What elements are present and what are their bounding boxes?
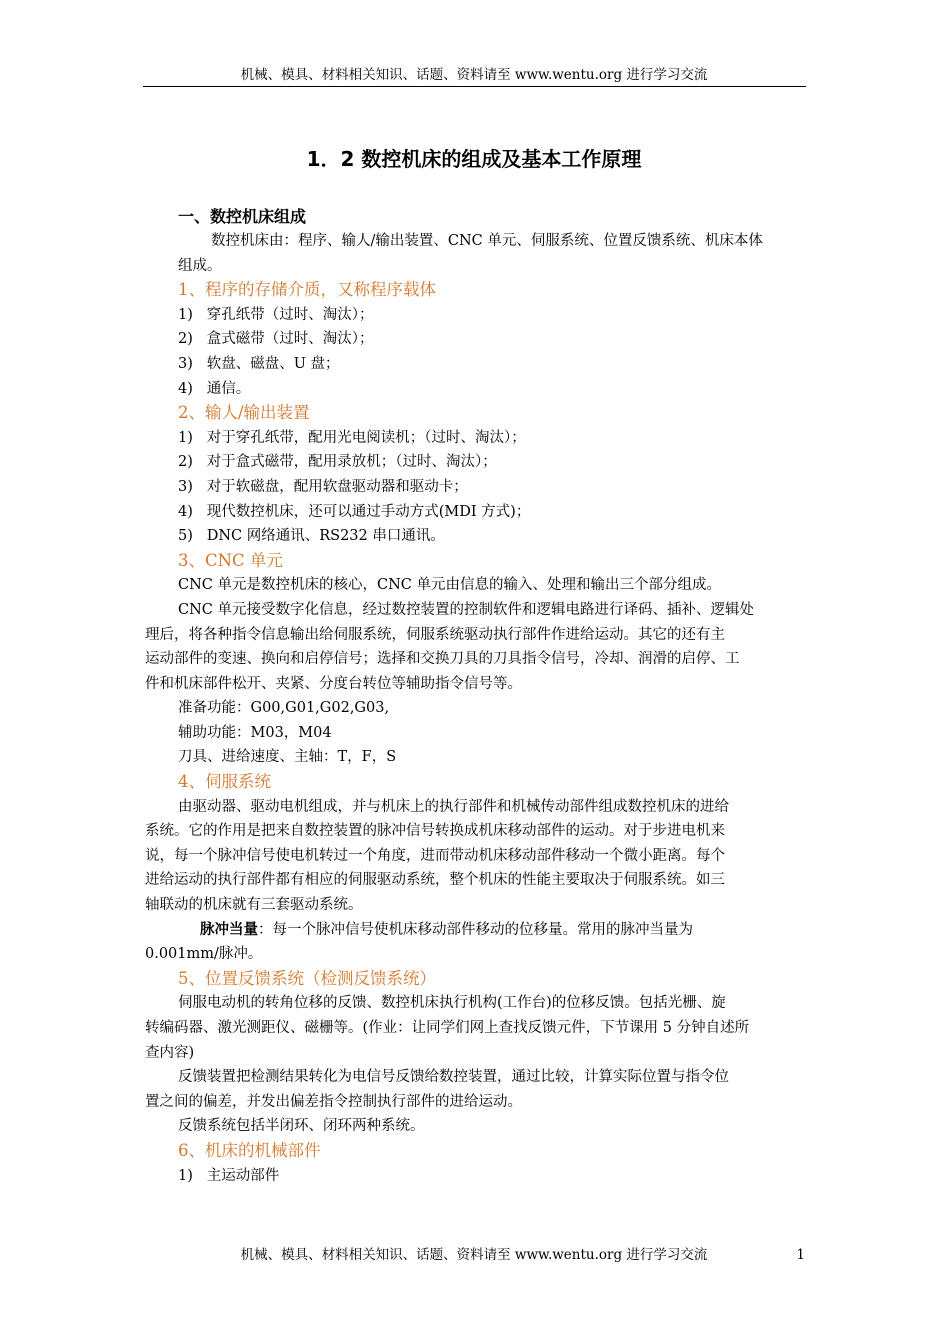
subheading-mechanical-parts: 6、机床的机械部件 [178,1140,321,1160]
intro-paragraph-line: 组成。 [178,257,222,274]
pulse-equivalent-line [178,918,808,943]
list-item: 3) 对于软磁盘，配用软盘驱动器和驱动卡； [178,478,468,495]
paragraph-line: 反馈装置把检测结果转化为电信号反馈给数控装置，通过比较，计算实际位置与指令位 [178,1069,729,1086]
subheading-storage-media: 1、程序的存储介质，又称程序载体 [178,280,436,300]
paragraph-line: 理后，将各种指令信息输出给伺服系统，伺服系统驱动执行部件作进给运动。其它的还有主 [145,626,725,643]
list-item: 3) 软盘、磁盘、U 盘； [178,355,340,372]
list-item: 2) 盒式磁带（过时、淘汰）； [178,331,374,348]
paragraph-line: 0.001mm/脉冲。 [145,946,263,963]
paragraph-line: 伺服电动机的转角位移的反馈、数控机床执行机构(工作台)的位移反馈。包括光栅、旋 [178,995,726,1012]
page-header: 机械、模具、材料相关知识、话题、资料请至 www.wentu.org 进行学习交流 [240,67,708,83]
paragraph-line: 转编码器、激光测距仪、磁栅等。(作业：让同学们网上查找反馈元件，下节课用 5 分钟自述所 [145,1020,750,1036]
paragraph-line: 查内容) [145,1044,195,1061]
subheading-servo-system: 4、伺服系统 [178,772,271,792]
list-item: 2) 对于盒式磁带，配用录放机；（过时、淘汰）； [178,454,497,471]
pulse-equivalent-definition: ：每一个脉冲信号使机床移动部件移动的位移量。常用的脉冲当量为 [258,921,693,938]
paragraph-line: CNC 单元接受数字化信息，经过数控装置的控制软件和逻辑电路进行译码、插补、逻辑处 [178,601,754,618]
paragraph-line: 进给运动的执行部件都有相应的伺服驱动系统，整个机床的性能主要取决于伺服系统。如三 [145,872,725,889]
paragraph-line: 说，每一个脉冲信号使电机转过一个角度，进而带动机床移动部件移动一个微小距离。每个 [145,847,725,864]
list-item: 1) 穿孔纸带（过时、淘汰）； [178,306,374,323]
page-number: 1 [796,1247,805,1263]
footer-text: 机械、模具、材料相关知识、话题、资料请至 www.wentu.org 进行学习交流 [240,1247,708,1263]
aux-function-line: 辅助功能：M03，M04 [178,724,332,741]
subheading-io-device: 2、输人/输出装置 [178,403,310,423]
document-body [145,205,808,1188]
intro-paragraph-line: 数控机床由：程序、输人/输出装置、CNC 单元、伺服系统、位置反馈系统、机床本体 [211,233,763,249]
pulse-equivalent-term: 脉冲当量 [200,920,258,938]
paragraph-line: 反馈系统包括半闭环、闭环两种系统。 [178,1118,425,1135]
tool-function-line: 刀具、进给速度、主轴：T，F，S [178,749,397,766]
page-title: 1．2 数控机床的组成及基本工作原理 [306,147,642,171]
header-rule [143,86,806,87]
paragraph-line: CNC 单元是数控机床的核心，CNC 单元由信息的输入、处理和输出三个部分组成。 [178,577,721,594]
paragraph-line: 由驱动器、驱动电机组成，并与机床上的执行部件和机械传动部件组成数控机床的进给 [178,798,729,815]
list-item: 4) 通信。 [178,380,251,397]
prep-function-line: 准备功能：G00,G01,G02,G03, [178,700,390,717]
list-item: 1) 主运动部件 [178,1167,280,1184]
paragraph-line: 系统。它的作用是把来自数控装置的脉冲信号转换成机床移动部件的运动。对于步进电机来 [145,823,725,840]
list-item: 4) 现代数控机床，还可以通过手动方式(MDI 方式)； [178,503,531,520]
subheading-cnc-unit: 3、CNC 单元 [178,550,283,570]
section-heading-composition: 一、数控机床组成 [178,207,307,226]
paragraph-line: 件和机床部件松开、夹紧、分度台转位等辅助指令信号等。 [145,675,522,692]
page-footer [143,1246,805,1264]
list-item: 5) DNC 网络通讯、RS232 串口通讯。 [178,528,445,545]
list-item: 1) 对于穿孔纸带，配用光电阅读机；（过时、淘汰）； [178,429,526,446]
paragraph-line: 运动部件的变速、换向和启停信号；选择和交换刀具的刀具指令信号，冷却、润滑的启停、工 [145,651,740,668]
paragraph-line: 轴联动的机床就有三套驱动系统。 [145,897,363,914]
paragraph-line: 置之间的偏差，并发出偏差指令控制执行部件的进给运动。 [145,1093,522,1110]
subheading-feedback-system: 5、位置反馈系统（检测反馈系统） [178,968,436,988]
